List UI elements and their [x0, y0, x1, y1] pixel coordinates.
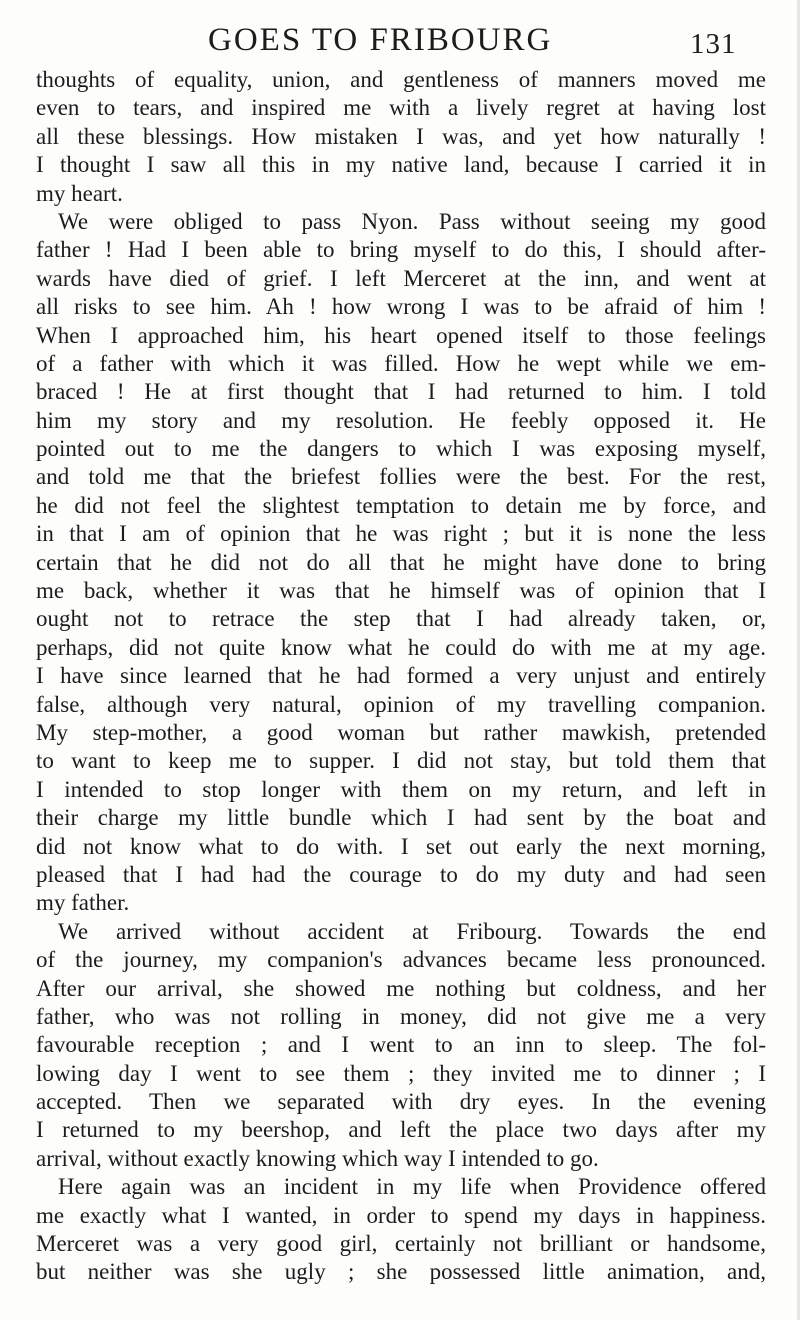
text-line: and told me that the briefest follies were the best. For the rest, [36, 464, 766, 490]
text-line: braced ! He at first thought that I had returned to him. I told [36, 379, 766, 405]
text-line: After our arrival, she showed me nothing but coldness, and her [36, 975, 766, 1001]
text-line: me exactly what I wanted, in order to spend my days in happiness. [36, 1202, 766, 1228]
text-line: father ! Had I been able to bring myself to do this, I should after- [36, 237, 766, 263]
text-line: certain that he did not do all that he might have done to bring [36, 549, 766, 575]
text-line: favourable reception ; and I went to an inn to sleep. The fol- [36, 1032, 766, 1058]
text-line: of the journey, my companion's advances became less pronounced. [36, 947, 766, 973]
text-line: me back, whether it was that he himself was of opinion that I [36, 578, 766, 604]
text-line: pointed out to me the dangers to which I was exposing myself, [36, 436, 766, 462]
text-line: him my story and my resolution. He feebly opposed it. He [36, 407, 766, 433]
text-line: Merceret was a very good girl, certainly not brilliant or handsome, [36, 1231, 766, 1257]
text-line: false, although very natural, opinion of my travelling companion. [36, 691, 766, 717]
text-line: thoughts of equality, union, and gentleness of manners moved me [36, 67, 766, 92]
text-line: father, who was not rolling in money, did not give me a very [36, 1003, 766, 1029]
text-line: accepted. Then we separated with dry eyes. In the evening [36, 1089, 766, 1115]
text-line: I have since learned that he had formed a very unjust and entirely [36, 663, 766, 689]
text-line: Here again was an incident in my life when Providence offered [58, 1174, 766, 1200]
running-title: GOES TO FRIBOURG [208, 22, 553, 58]
text-line: We arrived without accident at Fribourg. Towards the end [58, 918, 766, 944]
text-line: in that I am of opinion that he was right ; but it is none the less [36, 521, 766, 547]
text-line: wards have died of grief. I left Merceret at the inn, and went at [36, 265, 766, 291]
text-line: of a father with which it was filled. How he wept while we em- [36, 350, 766, 376]
text-line: I thought I saw all this in my native land, because I carried it in [36, 152, 766, 178]
text-line: did not know what to do with. I set out early the next morning, [36, 833, 766, 859]
text-line: but neither was she ugly ; she possessed little animation, and, [36, 1259, 766, 1285]
text-line: my heart. [36, 180, 123, 206]
text-line: lowing day I went to see them ; they invited me to dinner ; I [36, 1060, 766, 1086]
text-line: he did not feel the slightest temptation to detain me by force, and [36, 492, 766, 518]
text-line: My step-mother, a good woman but rather mawkish, pretended [36, 719, 766, 745]
text-line: pleased that I had had the courage to do my duty and had seen [36, 861, 766, 887]
text-line: We were obliged to pass Nyon. Pass without seeing my good [58, 208, 766, 234]
text-line: ought not to retrace the step that I had already taken, or, [36, 606, 766, 632]
text-line: all these blessings. How mistaken I was, and yet how naturally ! [36, 123, 766, 149]
text-line: to want to keep me to supper. I did not stay, but told them that [36, 748, 766, 774]
text-line: their charge my little bundle which I had sent by the boat and [36, 805, 766, 831]
text-line: even to tears, and inspired me with a lively regret at having lost [36, 95, 766, 121]
text-line: I returned to my beershop, and left the place two days after my [36, 1117, 766, 1143]
text-line: When I approached him, his heart opened itself to those feelings [36, 322, 766, 348]
text-line: my father. [36, 890, 130, 916]
page-number: 131 [690, 28, 737, 60]
text-line: I intended to stop longer with them on my return, and left in [36, 776, 766, 802]
text-line: perhaps, did not quite know what he could do with me at my age. [36, 634, 766, 660]
body-text [36, 66, 766, 1287]
running-head [0, 22, 800, 62]
text-line: arrival, without exactly knowing which way I intended to go. [36, 1145, 599, 1171]
text-line: all risks to see him. Ah ! how wrong I was to be afraid of him ! [36, 294, 766, 320]
